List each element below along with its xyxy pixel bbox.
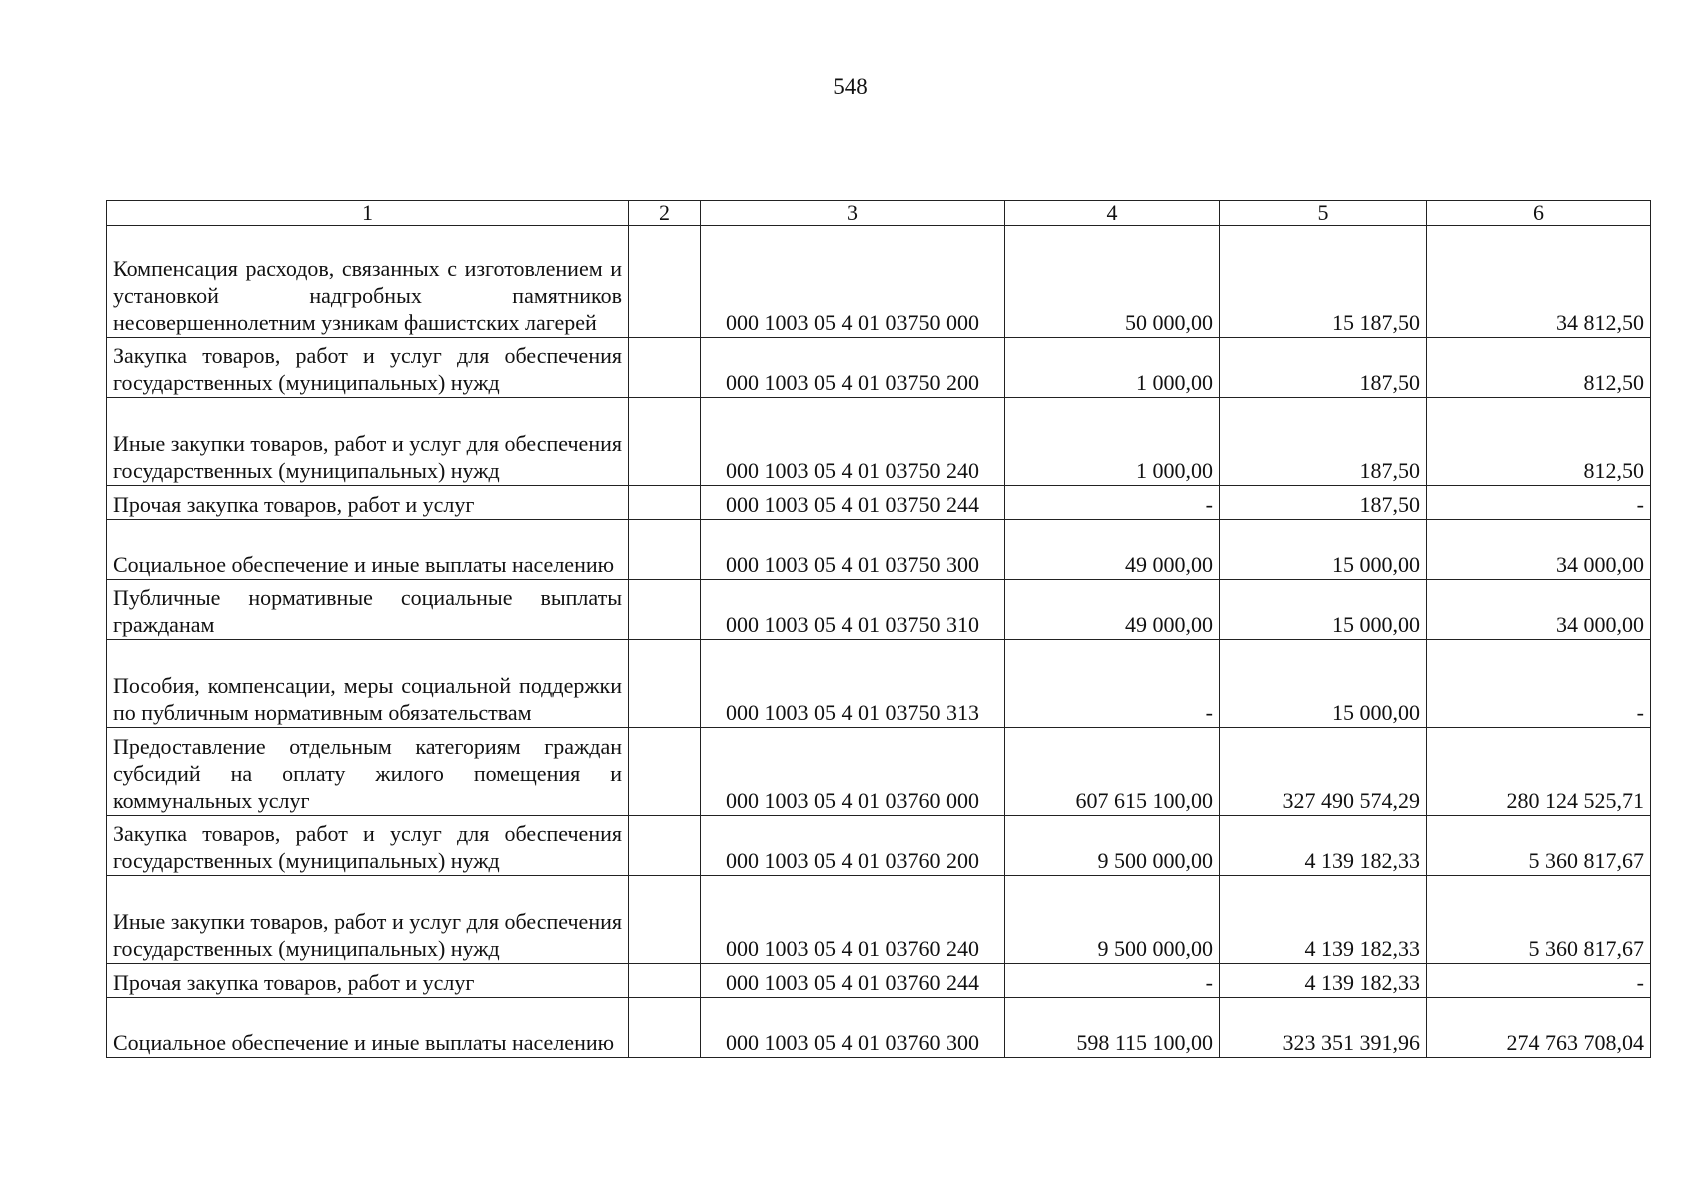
table-row (107, 728, 1651, 816)
row-col2 (629, 998, 701, 1058)
row-unexecuted: 280 124 525,71 (1427, 728, 1651, 816)
page-number: 548 (833, 74, 868, 99)
row-unexecuted: 274 763 708,04 (1427, 998, 1651, 1058)
row-executed: 15 000,00 (1220, 640, 1427, 728)
row-col2 (629, 338, 701, 398)
row-name: Социальное обеспечение и иные выплаты населению (107, 998, 629, 1058)
row-col2 (629, 640, 701, 728)
row-unexecuted: - (1427, 486, 1651, 520)
table-row (107, 520, 1651, 580)
row-executed: 4 139 182,33 (1220, 816, 1427, 876)
table-row (107, 964, 1651, 998)
row-executed: 15 187,50 (1220, 226, 1427, 338)
table-row (107, 338, 1651, 398)
row-code: 000 1003 05 4 01 03750 310 (701, 580, 1005, 640)
row-name: Компенсация расходов, связанных с изготовлением и установкой надгробных памятников несовершеннолетним узникам фашистских лагерей (107, 226, 629, 338)
table-row (107, 816, 1651, 876)
row-unexecuted: 5 360 817,67 (1427, 876, 1651, 964)
row-col2 (629, 876, 701, 964)
budget-execution-table (106, 200, 1651, 1058)
row-unexecuted: 34 812,50 (1427, 226, 1651, 338)
row-name: Публичные нормативные социальные выплаты гражданам (107, 580, 629, 640)
row-col2 (629, 226, 701, 338)
row-approved: 1 000,00 (1005, 398, 1220, 486)
row-code: 000 1003 05 4 01 03750 000 (701, 226, 1005, 338)
row-unexecuted: 34 000,00 (1427, 520, 1651, 580)
row-name: Прочая закупка товаров, работ и услуг (107, 486, 629, 520)
row-approved: 598 115 100,00 (1005, 998, 1220, 1058)
row-name: Прочая закупка товаров, работ и услуг (107, 964, 629, 998)
row-name: Закупка товаров, работ и услуг для обеспечения государственных (муниципальных) нужд (107, 338, 629, 398)
row-code: 000 1003 05 4 01 03760 000 (701, 728, 1005, 816)
table-row (107, 486, 1651, 520)
row-executed: 187,50 (1220, 338, 1427, 398)
column-number-2: 2 (629, 201, 701, 226)
table-row (107, 398, 1651, 486)
row-approved: - (1005, 486, 1220, 520)
row-unexecuted: - (1427, 964, 1651, 998)
row-col2 (629, 398, 701, 486)
column-number-4: 4 (1005, 201, 1220, 226)
row-name: Иные закупки товаров, работ и услуг для обеспечения государственных (муниципальных) нужд (107, 876, 629, 964)
row-code: 000 1003 05 4 01 03760 300 (701, 998, 1005, 1058)
row-unexecuted: 812,50 (1427, 398, 1651, 486)
row-col2 (629, 816, 701, 876)
table-row (107, 876, 1651, 964)
row-col2 (629, 486, 701, 520)
column-number-3: 3 (701, 201, 1005, 226)
row-name: Закупка товаров, работ и услуг для обеспечения государственных (муниципальных) нужд (107, 816, 629, 876)
row-approved: - (1005, 964, 1220, 998)
column-number-5: 5 (1220, 201, 1427, 226)
row-approved: 49 000,00 (1005, 520, 1220, 580)
row-name: Предоставление отдельным категориям граждан субсидий на оплату жилого помещения и коммунальных услуг (107, 728, 629, 816)
row-unexecuted: - (1427, 640, 1651, 728)
column-number-row (107, 201, 1651, 226)
row-code: 000 1003 05 4 01 03750 200 (701, 338, 1005, 398)
row-code: 000 1003 05 4 01 03750 300 (701, 520, 1005, 580)
row-executed: 327 490 574,29 (1220, 728, 1427, 816)
table-row (107, 998, 1651, 1058)
row-col2 (629, 728, 701, 816)
row-approved: 607 615 100,00 (1005, 728, 1220, 816)
row-col2 (629, 580, 701, 640)
row-col2 (629, 520, 701, 580)
row-executed: 15 000,00 (1220, 580, 1427, 640)
row-executed: 15 000,00 (1220, 520, 1427, 580)
row-code: 000 1003 05 4 01 03760 240 (701, 876, 1005, 964)
row-code: 000 1003 05 4 01 03760 244 (701, 964, 1005, 998)
row-unexecuted: 812,50 (1427, 338, 1651, 398)
row-unexecuted: 5 360 817,67 (1427, 816, 1651, 876)
row-col2 (629, 964, 701, 998)
row-executed: 4 139 182,33 (1220, 876, 1427, 964)
row-code: 000 1003 05 4 01 03750 313 (701, 640, 1005, 728)
row-unexecuted: 34 000,00 (1427, 580, 1651, 640)
row-code: 000 1003 05 4 01 03750 244 (701, 486, 1005, 520)
row-approved: 9 500 000,00 (1005, 816, 1220, 876)
row-code: 000 1003 05 4 01 03760 200 (701, 816, 1005, 876)
row-executed: 187,50 (1220, 398, 1427, 486)
table-row (107, 580, 1651, 640)
row-approved: 9 500 000,00 (1005, 876, 1220, 964)
row-executed: 323 351 391,96 (1220, 998, 1427, 1058)
row-executed: 4 139 182,33 (1220, 964, 1427, 998)
row-approved: 1 000,00 (1005, 338, 1220, 398)
table-header (107, 201, 1651, 226)
table-row (107, 640, 1651, 728)
table-body (107, 226, 1651, 1058)
row-code: 000 1003 05 4 01 03750 240 (701, 398, 1005, 486)
table-row (107, 226, 1651, 338)
row-name: Иные закупки товаров, работ и услуг для обеспечения государственных (муниципальных) нужд (107, 398, 629, 486)
row-executed: 187,50 (1220, 486, 1427, 520)
row-approved: 49 000,00 (1005, 580, 1220, 640)
column-number-6: 6 (1427, 201, 1651, 226)
column-number-1: 1 (107, 201, 629, 226)
row-name: Социальное обеспечение и иные выплаты населению (107, 520, 629, 580)
row-name: Пособия, компенсации, меры социальной поддержки по публичным нормативным обязательствам (107, 640, 629, 728)
row-approved: 50 000,00 (1005, 226, 1220, 338)
row-approved: - (1005, 640, 1220, 728)
